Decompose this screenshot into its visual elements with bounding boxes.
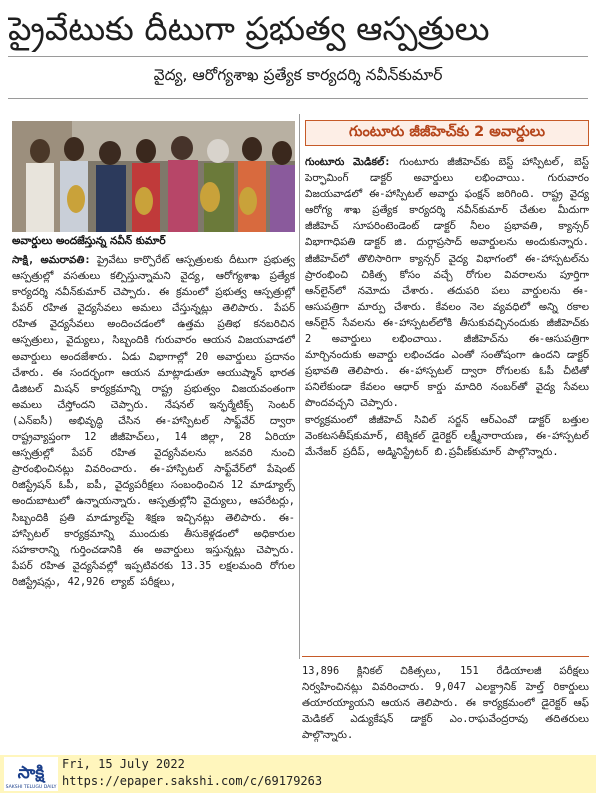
award-photo: [12, 121, 295, 232]
sakshi-logo: [4, 757, 58, 791]
side-paragraph-2: కార్యక్రమంలో జీజీహెచ్ సివిల్ సర్జన్ ఆర్‌ఎంవో డాక్టర్ బత్తుల వెంకటసతీష్‌కుమార్, టెక్నికల్ డైరెక్టర్ లక్ష్మీనారాయణ, ఈ-హాస్పటల్ మేనేజర్ ప్రదీప్, అడ్మినిస్ట్రేటర్ బి.ప్రవీణ్‌కుమార్ పాల్గొన్నారు.: [305, 413, 589, 458]
subheadline: వైద్య, ఆరోగ్యశాఖ ప్రత్యేక కార్యదర్శి నవీన్‌కుమార్: [153, 66, 443, 84]
subheadline-divider: [8, 98, 588, 99]
main-article-bottom: [302, 663, 589, 749]
logo-text: సాక్షి: [17, 763, 45, 783]
award-ceremony-image: [12, 121, 295, 232]
main-article-top: [12, 252, 295, 657]
photo-caption: అవార్డులు అందజేస్తున్న నవీన్ కుమార్: [12, 235, 166, 247]
main-dateline: సాక్షి, అమరావతి:: [12, 254, 91, 266]
side-dateline: గుంటూరు మెడికల్:: [305, 156, 391, 168]
main-paragraph-2: 13,896 క్లినికల్ చికిత్సలు, 151 రేడియాలజీ పరీక్షలు నిర్వహించినట్లు వివరించారు. 9,047 ఎలక్ట్రానిక్ హెల్త్ రికార్డులు తయారయ్యాయని ఆయన తెలిపారు. ఈ కార్యక్రమంలో డైరెక్టర్ ఆఫ్ మెడికల్ ఎడ్యుకేషన్ డాక్టర్ ఎం.రాఘవేంద్రరావు తదితరులు పాల్గొన్నారు.: [302, 665, 589, 742]
side-box-bottom: [302, 656, 589, 657]
column-divider: [299, 114, 300, 659]
main-paragraph-1: ప్రైవేటు కార్పొరేట్ ఆస్పత్రులకు దీటుగా ప్రభుత్వ ఆస్పత్రుల్లో వసతులు కల్పిస్తున్నామని వైద్య, ఆరోగ్యశాఖ ప్రత్యేక కార్యదర్శి నవీన్‌కుమార్ చెప్పారు. ఈ క్రమంలో ప్రభుత్వ ఆస్పత్రుల్లో పేపర్ రహిత వైద్యసేవలు అమలు చేస్తున్నట్లు తెలిపారు. పేపర్ రహిత వైద్యసేవలు అందించడంలో ఉత్తమ ప్రతిభ కనబరిచిన ఆస్పత్రులు, వైద్యులు, సిబ్బందికి గురువారం ఆయన విజయవాడలో అవార్డులు అందజేశారు. ఏడు విభాగాల్లో 20 అవార్డులు ప్రదానం చేశారు. ఈ సందర్భంగా ఆయన మాట్లాడుతూ ఆయుష్మాన్ భారత డిజిటల్ మిషన్ కార్యక్రమాన్ని రాష్ట్ర ప్రభుత్వం విజయవంతంగా అమలు చేస్తోందని చెప్పారు. నేషనల్ ఇన్ఫర్మేటిక్స్ సెంటర్ (ఎన్‌ఐసీ) అభివృద్ధి చేసిన ఈ-హాస్పిటల్ సాఫ్ట్‌వేర్ ద్వారా రాష్ట్రవ్యాప్తంగా 12 జీజీహెచ్‌లు, 14 జిల్లా, 28 ఏరియా ఆస్పత్రుల్లో పేపర్ రహిత వైద్యసేవలను జనవరి నుంచి ప్రారంభించినట్లు వివరించారు. ఈ-హాస్పిటల్ సాఫ్ట్‌వేర్‌లో పేషెంట్ రిజిస్ట్రేషన్ ఓపీ, ఐపీ, వైద్యపరీక్షలు సంబంధించిన 12 మాడ్యూల్స్ అందుబాటులో ఉన్నాయన్నారు. ఆస్పత్రుల్లోని వైద్యులు, ఆపరేటర్లు, సిబ్బందికి ప్రతి మాడ్యూల్‌పై శిక్షణ ఇచ్చినట్లు తెలిపారు. ఈ-హాస్పిటల్ కార్యక్రమాన్ని ముందుకు తీసుకెళ్లడంలో అధికారుల సహకారాన్ని గుర్తించడానికి ఈ అవార్డులు ఇస్తున్నట్లు చెప్పారు. పేపర్ రహిత వైద్యసేవల్లో ఇప్పటివరకు 13.35 లక్షలమంది రోగుల రిజిస్ట్రేషన్లు, 42,926 ల్యాబ్ పరీక్షలు,: [12, 254, 295, 588]
headline-divider: [8, 56, 588, 57]
logo-subtext: SAKSHI TELUGU DAILY: [5, 785, 57, 790]
side-article: [305, 154, 589, 652]
side-paragraph-1: గుంటూరు జీజీహెచ్‌కు బెస్ట్ హాస్పిటల్, బెస్ట్ పెర్ఫామింగ్ డాక్టర్ అవార్డులు లభించాయి. గురువారం విజయవాడలో ఈ-హాస్పిటల్ అవార్డు ఫంక్షన్ జరిగింది. రాష్ట్ర వైద్య ఆరోగ్య శాఖ ప్రత్యేక కార్యదర్శి నవీన్‌కుమార్ చేతుల మీదుగా జీజీహెచ్ సూపరింటెండెంట్ డాక్టర్ నీలం ప్రభావతి, క్యాన్సర్ విభాగాధిపతి డాక్టర్ జి. దుర్గాప్రసాద్ అవార్డులను అందుకున్నారు. జీజీహెచ్‌లో తొలిసారిగా క్యాన్సర్ వైద్య విభాగంలో ఈ-హాస్పటల్‌ను ప్రారంభించి చికిత్స కోసం వచ్చే రోగుల వివరాలను పూర్తిగా ఆన్‌లైన్‌లో నమోదు చేశారు. తదుపరి పలు వార్డులను ఈ-ఆసుపత్రిగా మార్పు చేశారు. కేవలం నెల వ్యవధిలో అన్ని రకాల ఆన్‌లైన్ సేవలను ఈ-హాస్పటల్‌లోకి తీసుకువచ్చినందుకు జీజీహెచ్‌కు 2 అవార్డులు లభించాయి. జీజీహెచ్‌ను ఈ-ఆసుపత్రిగా మార్చినందుకు అవార్డు లభించడం ఎంతో సంతోషంగా ఉందని డాక్టర్ ప్రభావతి తెలిపారు. ఈ-హాస్పటల్ ద్వారా రోగులకు ఓపీ చీటితో పనిలేకుండా కేవలం ఆధార్ కార్డు మాదిరి నంబర్‌తో వైద్య సేవలు పొందవచ్చని చెప్పారు.: [305, 156, 589, 410]
footer-url[interactable]: https://epaper.sakshi.com/c/69179263: [62, 774, 323, 788]
footer-date: Fri, 15 July 2022: [62, 757, 185, 771]
headline: ప్రైవేటుకు దీటుగా ప్రభుత్వ ఆస్పత్రులు: [8, 9, 490, 48]
side-article-headline: గుంటూరు జీజీహెచ్‌కు 2 అవార్డులు: [305, 120, 589, 146]
